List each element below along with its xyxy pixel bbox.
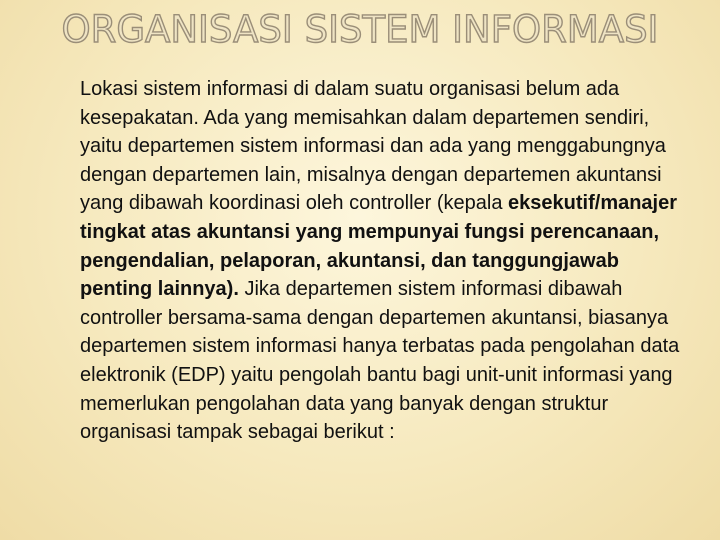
slide-body-paragraph [80, 75, 690, 447]
body-intro-text: Lokasi sistem informasi di dalam suatu organisasi belum ada kesepakatan. Ada yang memisahkan dalam departemen sendiri, yaitu departemen sistem informasi dan ada yang menggabungnya dengan departemen lain, misalnya dengan departemen akuntansi yang dibawah koordinasi oleh controller (kepala [80, 78, 666, 215]
body-rest-text: Jika departemen sistem informasi dibawah controller bersama-sama dengan departemen akuntansi, biasanya departemen sistem informasi hanya terbatas pada pengolahan data elektronik (EDP) yaitu pengolah bantu bagi unit-unit informasi yang memerlukan pengolahan data yang banyak dengan struktur organisasi tampak sebagai berikut : [80, 278, 680, 444]
slide-title: ORGANISASI SISTEM INFORMASI [61, 8, 659, 51]
body-emphasis-text: eksekutif/manajer tingkat atas akuntansi yang mempunyai fungsi perencanaan, pengendalian, pelaporan, akuntansi, dan tanggungjawab penting lainnya). [80, 192, 678, 301]
